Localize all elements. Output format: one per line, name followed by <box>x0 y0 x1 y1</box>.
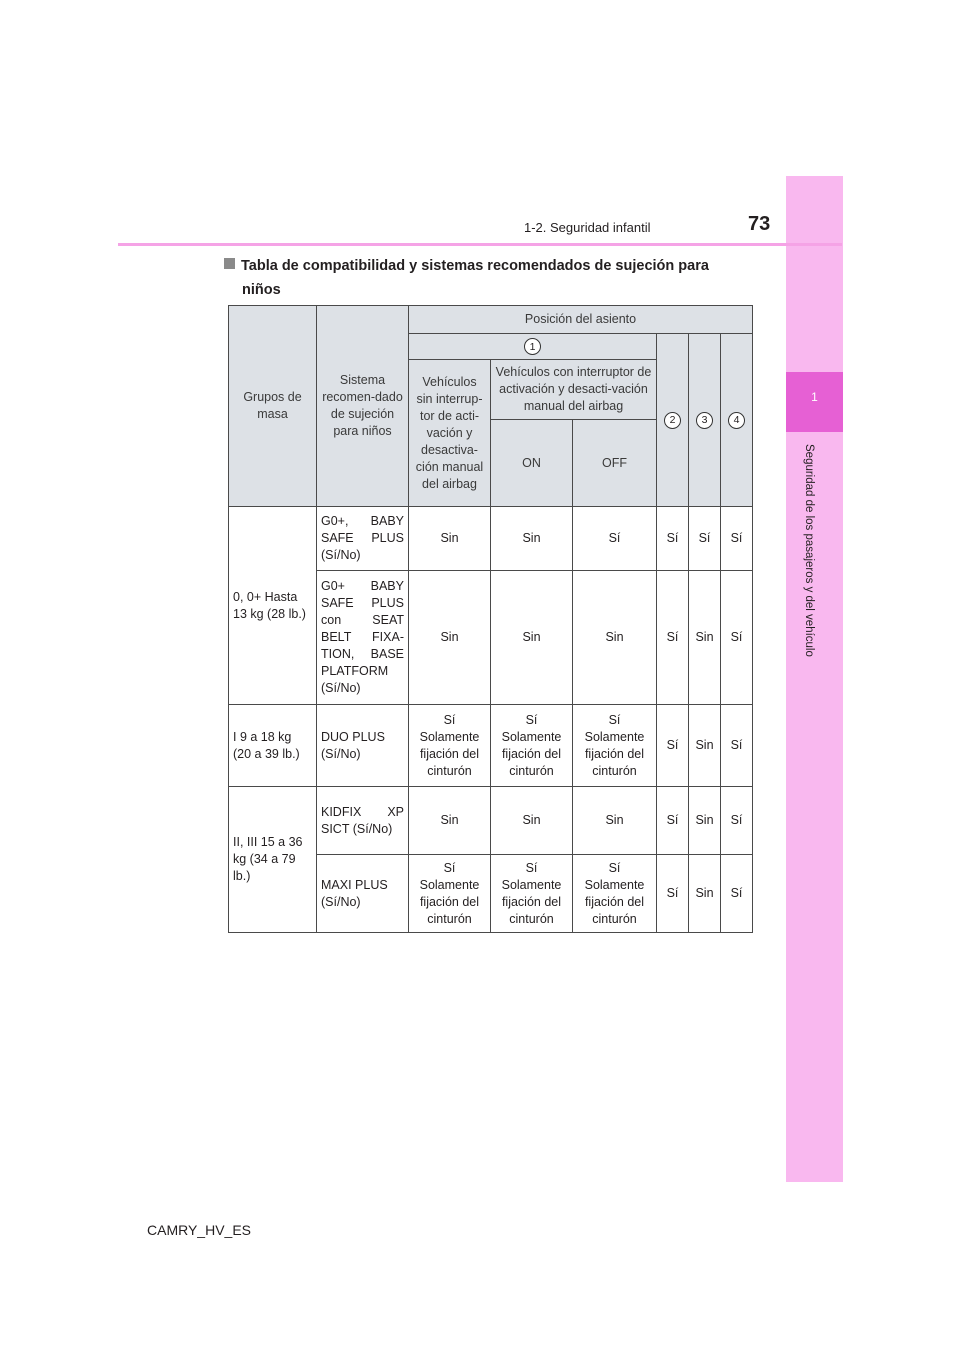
header-position-2 <box>657 334 689 507</box>
position-3-cell: Sin <box>689 787 721 855</box>
mass-group-cell: II, III 15 a 36 kg (34 a 79 lb.) <box>229 787 317 933</box>
airbag-on-cell: Sin <box>491 787 573 855</box>
position-2-cell: Sí <box>657 571 689 705</box>
header-mass-group: Grupos de masa <box>229 306 317 507</box>
position-3-cell: Sin <box>689 705 721 787</box>
header-without-switch: Vehículos sin interrup-tor de acti-vación y desactiva-ción manual del airbag <box>409 360 491 507</box>
system-cell: G0+, BABY SAFE PLUS (Sí/No) <box>317 507 409 571</box>
airbag-on-cell: Sin <box>491 571 573 705</box>
header-seat-position: Posición del asiento <box>409 306 753 334</box>
system-cell: KIDFIX XP SICT (Sí/No) <box>317 787 409 855</box>
section-header: 1-2. Seguridad infantil <box>524 220 651 235</box>
page-number: 73 <box>748 213 771 235</box>
circled-number-3-icon: 3 <box>696 412 713 429</box>
position-2-cell: Sí <box>657 855 689 933</box>
without-switch-cell: Sin <box>409 571 491 705</box>
chapter-tab-label: Seguridad de los pasajeros y del vehículo <box>803 444 815 657</box>
header-airbag-off: OFF <box>573 420 657 507</box>
position-4-cell: Sí <box>721 571 753 705</box>
airbag-off-cell: Sin <box>573 571 657 705</box>
header-position-4 <box>721 334 753 507</box>
airbag-on-cell: Sin <box>491 507 573 571</box>
system-cell: DUO PLUS (Sí/No) <box>317 705 409 787</box>
airbag-off-cell: Sí <box>573 507 657 571</box>
position-4-cell: Sí <box>721 855 753 933</box>
chapter-tab-number: 1 <box>811 390 818 404</box>
circled-number-4-icon: 4 <box>728 412 745 429</box>
position-3-cell: Sin <box>689 855 721 933</box>
table-row <box>229 507 753 571</box>
position-3-cell: Sí <box>689 507 721 571</box>
header-airbag-on: ON <box>491 420 573 507</box>
position-3-cell: Sin <box>689 571 721 705</box>
without-switch-cell: Sí Solamente fijación del cinturón <box>409 855 491 933</box>
mass-group-cell: 0, 0+ Hasta 13 kg (28 lb.) <box>229 507 317 705</box>
section-heading: Tabla de compatibilidad y sistemas recomendados de sujeción para niños <box>224 254 754 302</box>
system-cell: G0+ BABY SAFE PLUS con SEAT BELT FIXA-TION, BASE PLATFORM (Sí/No) <box>317 571 409 705</box>
without-switch-cell: Sin <box>409 507 491 571</box>
table-row <box>229 787 753 855</box>
position-2-cell: Sí <box>657 787 689 855</box>
airbag-on-cell: Sí Solamente fijación del cinturón <box>491 855 573 933</box>
without-switch-cell: Sin <box>409 787 491 855</box>
header-rule <box>118 243 842 246</box>
position-2-cell: Sí <box>657 705 689 787</box>
position-4-cell: Sí <box>721 705 753 787</box>
position-4-cell: Sí <box>721 507 753 571</box>
system-cell: MAXI PLUS (Sí/No) <box>317 855 409 933</box>
mass-group-cell: I 9 a 18 kg (20 a 39 lb.) <box>229 705 317 787</box>
table-row <box>229 705 753 787</box>
airbag-off-cell: Sí Solamente fijación del cinturón <box>573 705 657 787</box>
airbag-off-cell: Sin <box>573 787 657 855</box>
square-bullet-icon <box>224 258 235 269</box>
position-2-cell: Sí <box>657 507 689 571</box>
compatibility-table <box>228 305 753 933</box>
header-position-1 <box>409 334 657 360</box>
header-position-3 <box>689 334 721 507</box>
airbag-on-cell: Sí Solamente fijación del cinturón <box>491 705 573 787</box>
header-with-switch: Vehículos con interruptor de activación y desacti-vación manual del airbag <box>491 360 657 420</box>
document-code: CAMRY_HV_ES <box>147 1222 252 1238</box>
circled-number-2-icon: 2 <box>664 412 681 429</box>
position-4-cell: Sí <box>721 787 753 855</box>
airbag-off-cell: Sí Solamente fijación del cinturón <box>573 855 657 933</box>
circled-number-1-icon: 1 <box>524 338 541 355</box>
without-switch-cell: Sí Solamente fijación del cinturón <box>409 705 491 787</box>
header-recommended-system: Sistema recomen-dado de sujeción para niños <box>317 306 409 507</box>
